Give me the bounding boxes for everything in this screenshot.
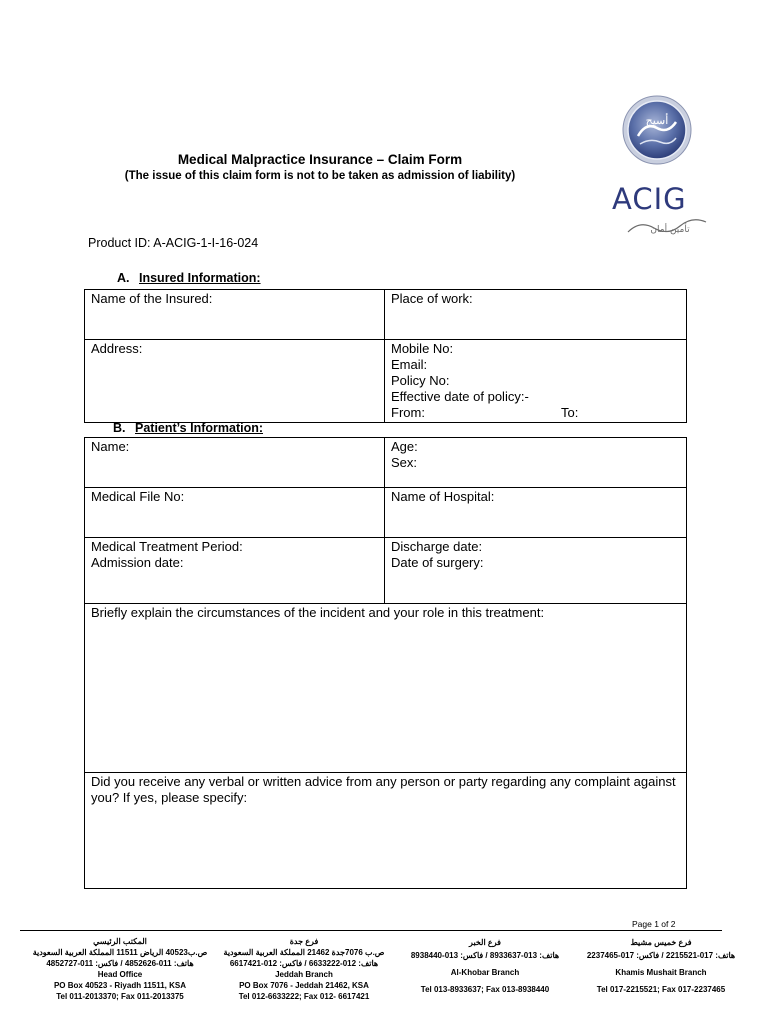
khobar-ar-title: فرع الخبر <box>469 938 501 947</box>
age-sex-field[interactable] <box>385 438 687 488</box>
khamis-name: Khamis Mushait Branch <box>615 968 707 977</box>
name-of-insured-label: Name of the Insured: <box>91 291 213 306</box>
medical-file-label: Medical File No: <box>91 489 185 504</box>
age-label: Age: <box>391 439 418 454</box>
address-label: Address: <box>91 341 143 356</box>
advice-label: Did you receive any verbal or written advice from any person or party regarding any complaint against you? If yes, please specify: <box>91 774 676 805</box>
from-label: From: <box>391 405 425 420</box>
admission-date-label: Admission date: <box>91 555 184 570</box>
jeddah-ar-phone: هاتف: 012-6633222 / فاكس: 012-6617421 <box>229 959 379 968</box>
place-of-work-field[interactable] <box>385 290 687 340</box>
footer-divider <box>20 930 722 931</box>
advice-field[interactable] <box>85 773 687 889</box>
treatment-period-label: Medical Treatment Period: <box>91 539 243 554</box>
form-subtitle: (The issue of this claim form is not to be taken as admission of liability) <box>124 170 516 182</box>
discharge-surgery-field[interactable] <box>385 538 687 604</box>
circumstances-label: Briefly explain the circumstances of the incident and your role in this treatment: <box>91 605 545 620</box>
treatment-period-field[interactable] <box>85 538 385 604</box>
product-id: Product ID: A-ACIG-1-I-16-024 <box>88 236 259 250</box>
footer-jeddah <box>214 936 394 1002</box>
khamis-phone: Tel 017-2215521; Fax 017-2237465 <box>596 985 726 994</box>
footer-khobar <box>400 936 570 996</box>
form-title: Medical Malpractice Insurance – Claim Form <box>177 152 463 167</box>
sex-label: Sex: <box>391 455 418 470</box>
email-label: Email: <box>391 357 428 372</box>
effective-date-label: Effective date of policy:- <box>391 389 529 404</box>
mobile-label: Mobile No: <box>391 341 454 356</box>
khobar-name: Al-Khobar Branch <box>450 968 520 977</box>
circumstances-field[interactable] <box>85 604 687 773</box>
jeddah-name: Jeddah Branch <box>275 970 333 979</box>
patient-info-table <box>84 437 687 889</box>
footer-khamis <box>574 936 748 996</box>
footer-head-office <box>30 936 210 1002</box>
insured-info-table <box>84 289 687 423</box>
section-a-heading <box>117 271 261 285</box>
address-field[interactable] <box>85 340 385 423</box>
policy-no-label: Policy No: <box>391 373 450 388</box>
svg-text:أسيج: أسيج <box>645 114 669 127</box>
page-number: Page 1 of 2 <box>632 919 676 929</box>
head-office-address: PO Box 40523 - Riyadh 11511, KSA <box>53 981 187 990</box>
head-office-ar-phone: هاتف: 011-4852626 / فاكس: 011-4852727 <box>46 959 194 968</box>
jeddah-ar-title: فرع جدة <box>289 937 319 946</box>
name-of-insured-field[interactable] <box>85 290 385 340</box>
svg-text:تأمين أمان: تأمين أمان <box>650 225 690 235</box>
khamis-ar-phone: هاتف: 017-2215521 / فاكس: 017-2237465 <box>586 951 736 960</box>
jeddah-phone: Tel 012-6633222; Fax 012- 6617421 <box>238 992 370 1001</box>
acig-logo <box>610 92 710 242</box>
hospital-field[interactable] <box>385 488 687 538</box>
place-of-work-label: Place of work: <box>391 291 473 306</box>
svg-text:ACIG: ACIG <box>612 182 687 216</box>
head-office-name: Head Office <box>97 970 143 979</box>
surgery-date-label: Date of surgery: <box>391 555 484 570</box>
patient-name-field[interactable] <box>85 438 385 488</box>
khamis-ar-title: فرع خميس مشيط <box>630 938 692 947</box>
acig-emblem-icon <box>610 92 710 242</box>
medical-file-field[interactable] <box>85 488 385 538</box>
discharge-date-label: Discharge date: <box>391 539 483 554</box>
section-b-heading <box>113 421 263 435</box>
khobar-ar-phone: هاتف: 013-8933637 / فاكس: 013-8938440 <box>410 951 560 960</box>
contact-policy-field[interactable] <box>385 340 687 423</box>
section-a-letter: A. <box>117 271 130 285</box>
section-a-title: Insured Information: <box>139 271 261 285</box>
khobar-phone: Tel 013-8933637; Fax 013-8938440 <box>420 985 550 994</box>
to-label: To: <box>561 405 579 420</box>
section-b-title: Patient’s Information: <box>135 421 264 435</box>
head-office-ar-address: ص.ب40523 الرياض 11511 المملكة العربية السعودية <box>32 948 208 957</box>
jeddah-address: PO Box 7076 - Jeddah 21462, KSA <box>239 981 369 990</box>
section-b-letter: B. <box>113 421 126 435</box>
patient-name-label: Name: <box>91 439 130 454</box>
head-office-phone: Tel 011-2013370; Fax 011-2013375 <box>56 992 184 1001</box>
head-office-ar-title: المكتب الرئيسي <box>93 937 147 946</box>
hospital-label: Name of Hospital: <box>391 489 495 504</box>
jeddah-ar-address: ص.ب 7076جدة 21462 المملكة العربية السعودية <box>223 948 385 957</box>
policy-period <box>391 405 680 421</box>
